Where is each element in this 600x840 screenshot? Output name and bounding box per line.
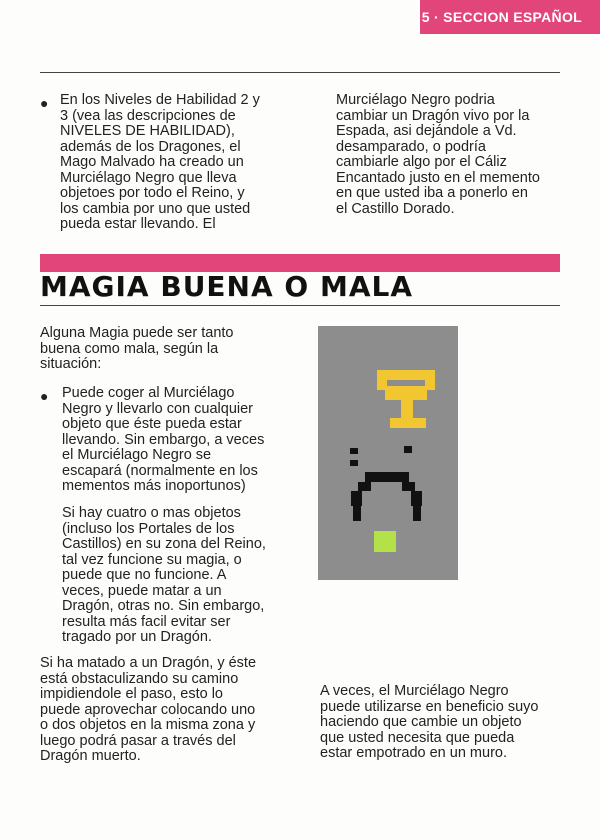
bullet-icon: ●: [40, 95, 49, 111]
top-right-paragraph: Murciélago Negro podria cambiar un Dragón vivo por la Espada, asi dejándole a Vd. desamparado, o podría cambiarle algo por el Cáliz Encantado justo en el memento en que usted iba a ponerlo en el Castillo Dorado.: [336, 92, 540, 217]
top-divider: [40, 72, 560, 73]
closing-paragraph: Si ha matado a un Dragón, y éste está obstaculizando su camino impidiendole el paso, esto lo puede aprovechar colocando uno o dos objetos en la misma zona y luego podrá pasar a través del Dragón muerto.: [40, 655, 257, 764]
section-title: MAGIA BUENA O MALA: [40, 270, 414, 303]
chalice-icon: [377, 370, 435, 428]
bullet-icon: ●: [40, 388, 49, 404]
bullet-paragraph-1: Puede coger al Murciélago Negro y llevarlo con cualquier objeto que éste pueda estar llevando. Sin embargo, a veces el Murciélago Negro se escapará (normalmente en los mementos más inoportunos): [62, 385, 265, 494]
intro-paragraph: Alguna Magia puede ser tanto buena como mala, según la situación:: [40, 325, 234, 372]
top-left-paragraph: En los Niveles de Habilidad 2 y 3 (vea las descripciones de NIVELES DE HABILIDAD), además de los Dragones, el Mago Malvado ha creado un Murciélago Negro que lleva objetoes por todo el Reino, y los cambia por uno que usted pueda estar llevando. El: [60, 92, 260, 232]
title-divider: [40, 305, 560, 306]
game-screenshot: [318, 326, 458, 580]
bat-icon: [350, 446, 422, 521]
screenshot-caption: A veces, el Murciélago Negro puede utilizarse en beneficio suyo haciendo que cambie un objeto que usted necesita que pueda estar empotrado en un muro.: [320, 683, 539, 761]
object-icon: [374, 531, 396, 552]
bullet-paragraph-2: Si hay cuatro o mas objetos (incluso los Portales de los Castillos) en su zona del Reino, tal vez funcione su magia, o puede que no funcione. A veces, puede matar a un Dragón, otras no. Sin embargo, resulta más facil evitar ser tragado por un Dragón.: [62, 505, 266, 645]
section-header-label: 5 · SECCION ESPAÑOL: [421, 9, 582, 25]
